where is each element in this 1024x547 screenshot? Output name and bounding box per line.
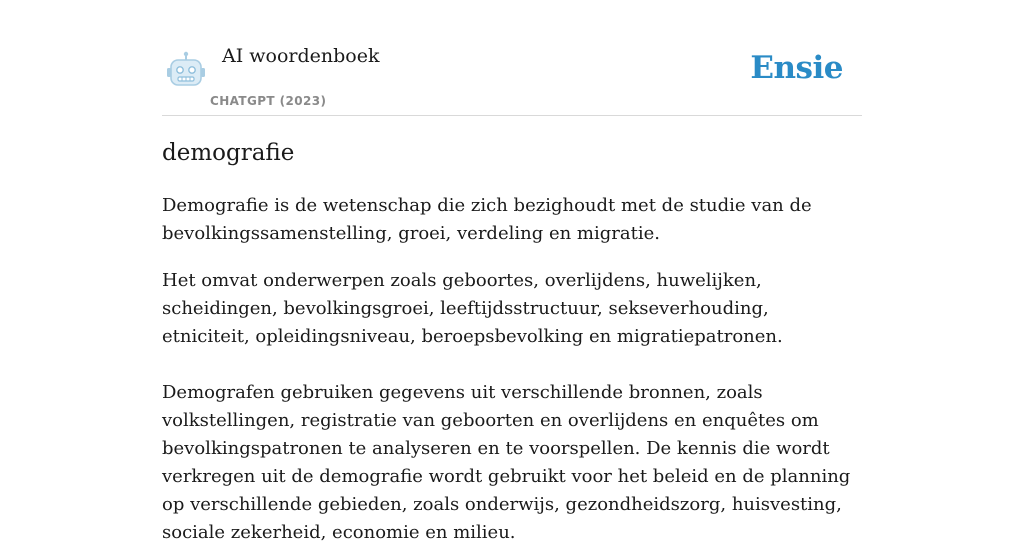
entry-term: demografie bbox=[162, 140, 295, 166]
definition-paragraph: Demografie is de wetenschap die zich bezighoudt met de studie van de bevolkingssamenstelling, groei, verdeling en migratie. bbox=[162, 195, 812, 244]
entry-definition bbox=[162, 192, 862, 547]
entry-page bbox=[162, 0, 862, 543]
ensie-logo[interactable]: Ensie bbox=[750, 50, 843, 86]
entry-header bbox=[162, 0, 862, 116]
robot-icon bbox=[166, 51, 206, 91]
source-subtitle: CHATGPT (2023) bbox=[210, 94, 327, 108]
source-title[interactable]: AI woordenboek bbox=[222, 45, 380, 67]
definition-paragraph: Demografen gebruiken gegevens uit verschillende bronnen, zoals volkstellingen, registratie van geboorten en overlijdens en enquêtes om bevolkingspatronen te analyseren en te voorspellen. De kennis die wordt verkregen uit de demografie wordt gebruikt voor het beleid en de planning op verschillende gebieden, zoals onderwijs, gezondheidszorg, huisvesting, sociale zekerheid, economie en milieu. bbox=[162, 382, 851, 543]
definition-paragraph: Het omvat onderwerpen zoals geboortes, overlijdens, huwelijken, scheidingen, bevolkingsgroei, leeftijdsstructuur, sekseverhouding, etniciteit, opleidingsniveau, beroepsbevolking en migratiepatronen. bbox=[162, 270, 783, 347]
